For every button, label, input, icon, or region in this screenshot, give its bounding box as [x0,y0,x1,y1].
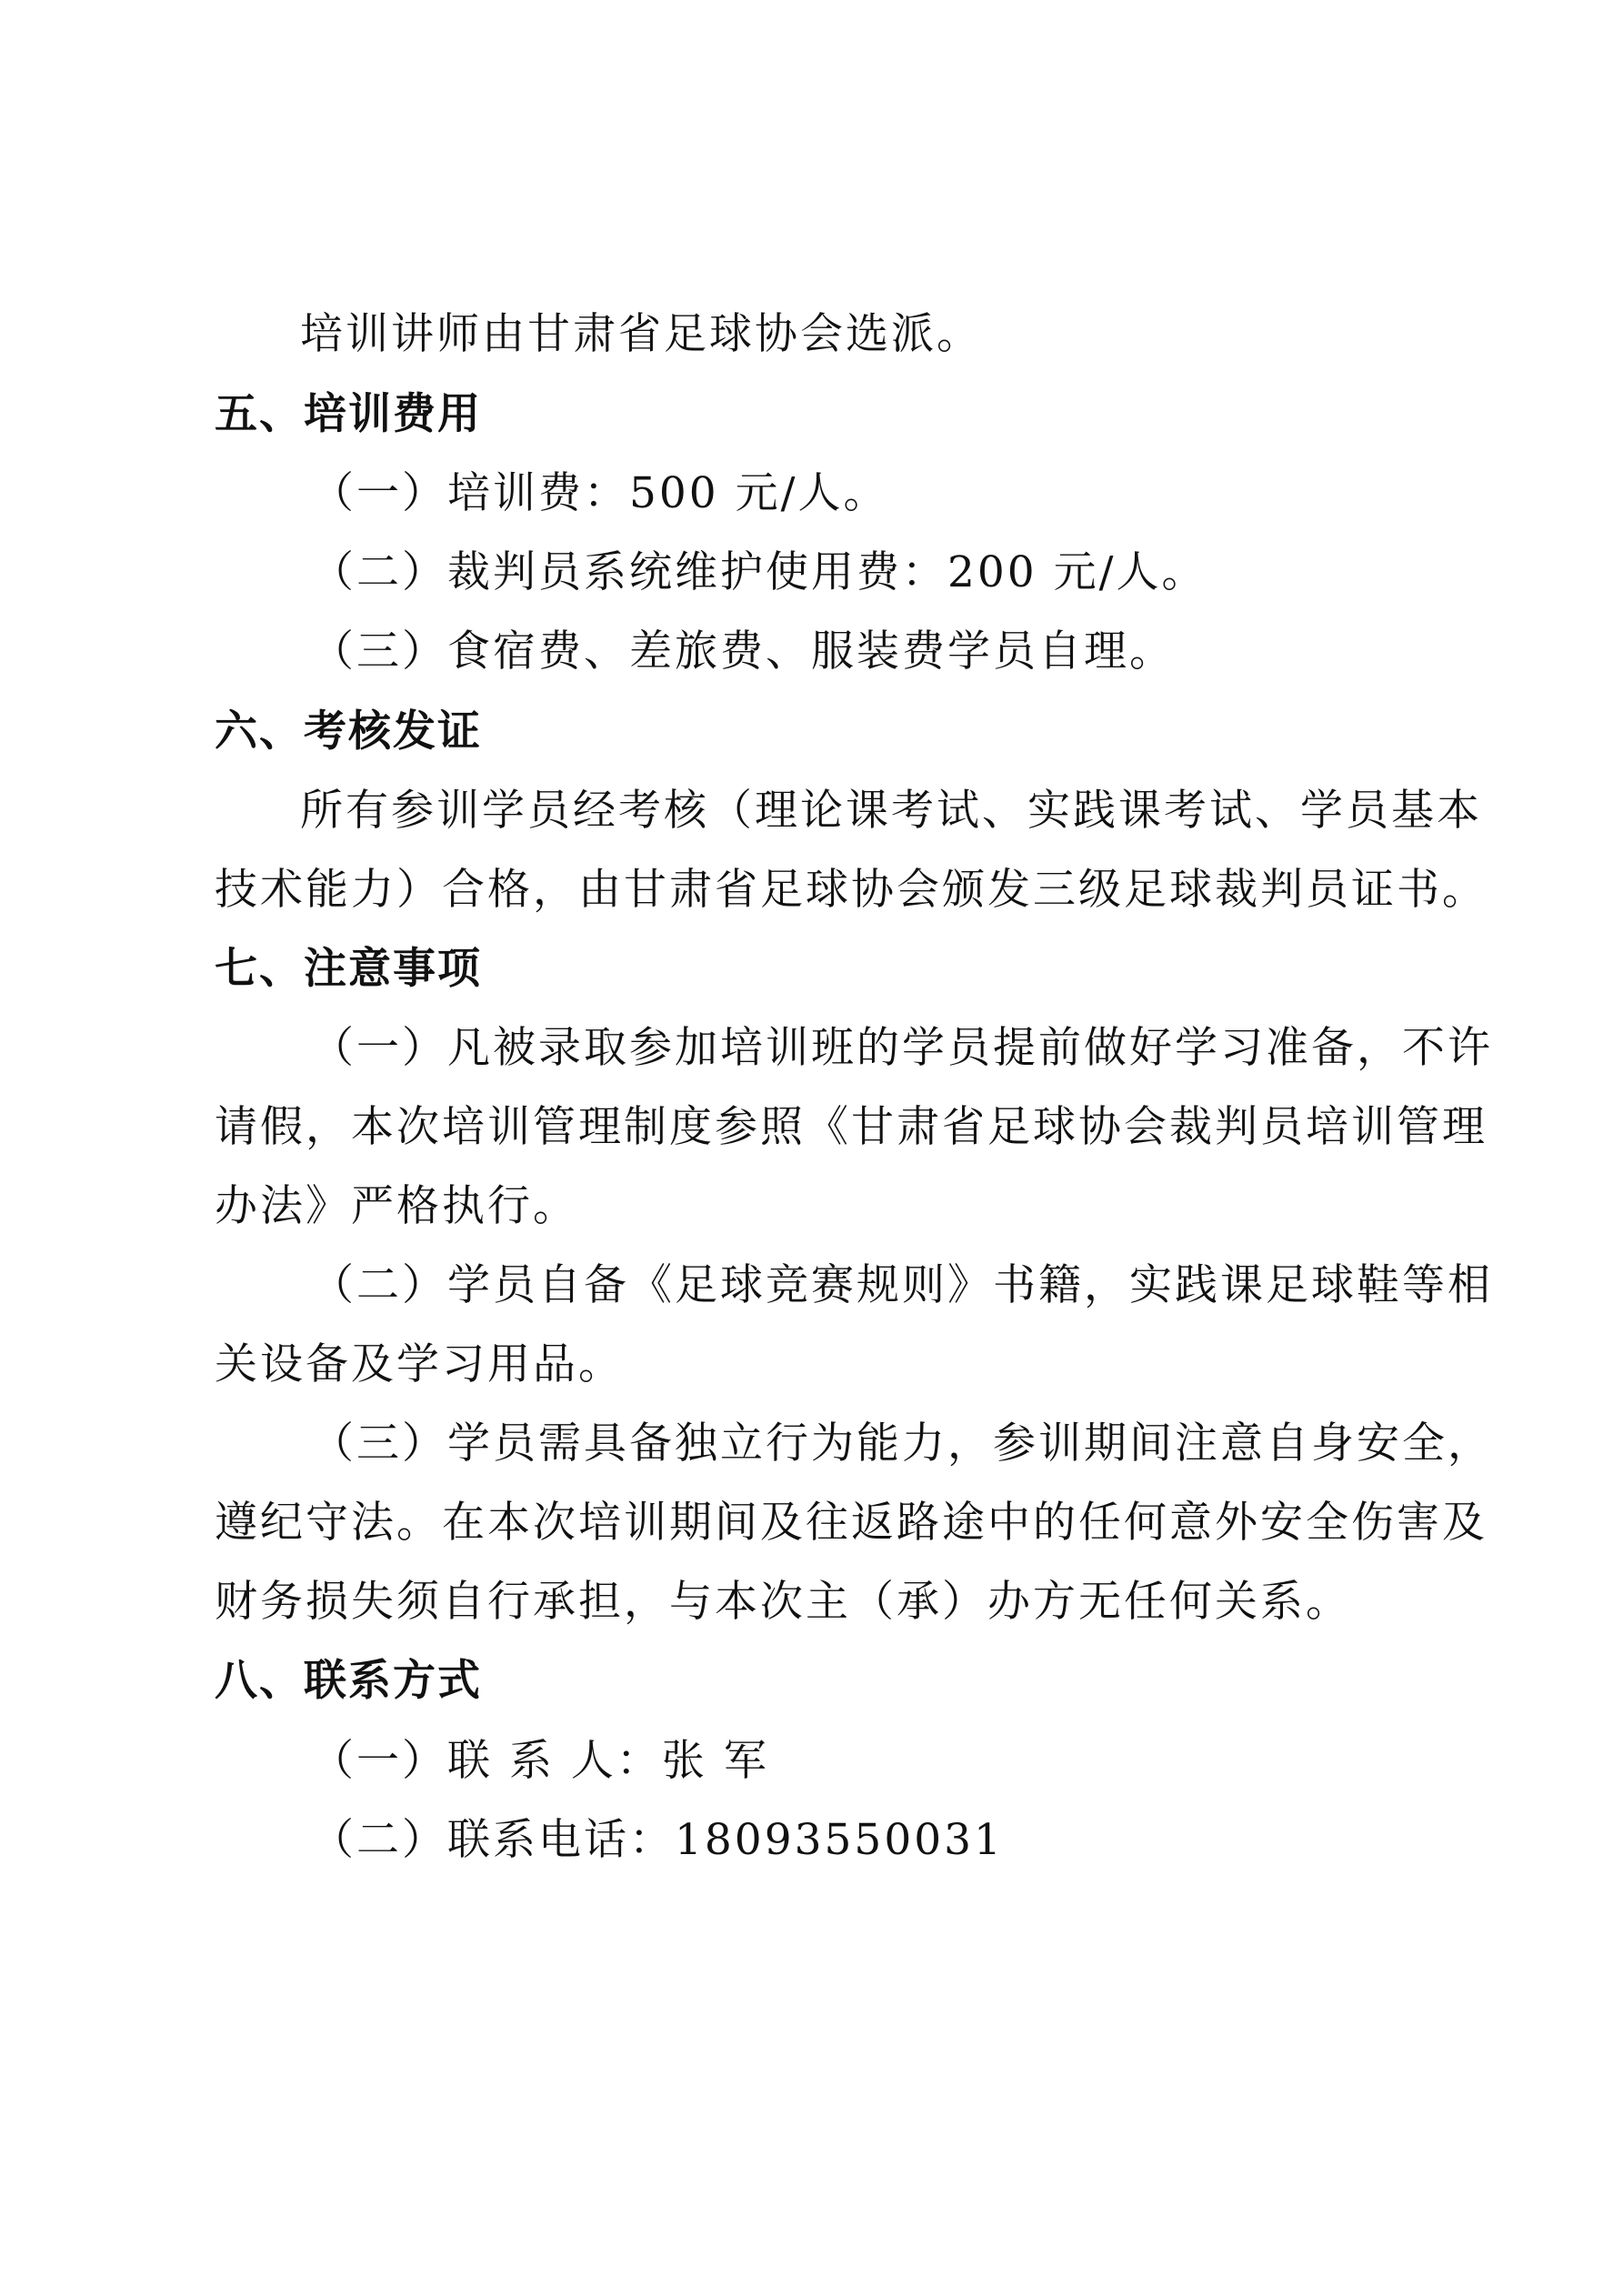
contact-phone: （二）联系电话：18093550031 [311,1815,1004,1865]
fee-item-training: （一）培训费：500 元/人。 [311,468,889,518]
paragraph-trainer: 培训讲师由甘肃省足球协会选派。 [300,309,982,359]
fee-item-self-paid: （三）食宿费、差旅费、服装费学员自理。 [311,627,1175,677]
note-3-line-3: 财务损失须自行承担，与本次主（承）办方无任何关系。 [215,1577,1351,1627]
contact-person: （一）联 系 人：张 军 [311,1736,769,1786]
assessment-line-1: 所有参训学员经考核（理论课考试、实践课考试、学员基本 [300,786,1482,836]
note-1-line-1: （一）凡被录取参加培训班的学员提前做好学习准备，不许 [311,1023,1493,1073]
note-2-line-1: （二）学员自备《足球竞赛规则》书籍，实践课足球鞋等相 [311,1260,1493,1310]
heading-notes: 七、注意事项 [215,944,482,994]
note-1-line-3: 办法》严格执行。 [215,1181,578,1231]
note-3-line-2: 遵纪守法。在本次培训期间及往返路途中的任何意外安全伤害及 [215,1498,1488,1548]
assessment-line-2: 技术能力）合格，由甘肃省足球协会颁发三级足球裁判员证书。 [215,865,1488,915]
heading-training-fees: 五、培训费用 [215,389,482,439]
note-3-line-1: （三）学员需具备独立行为能力，参训期间注意自身安全， [311,1419,1493,1469]
heading-contact: 八、联系方式 [215,1656,482,1706]
fee-item-system-maintenance: （二）裁判员系统维护使用费：200 元/人。 [311,547,1207,597]
note-2-line-2: 关设备及学习用品。 [215,1339,624,1389]
note-1-line-2: 请假，本次培训管理制度参照《甘肃省足球协会裁判员培训管理 [215,1102,1488,1152]
heading-assessment: 六、考核发证 [215,707,482,757]
